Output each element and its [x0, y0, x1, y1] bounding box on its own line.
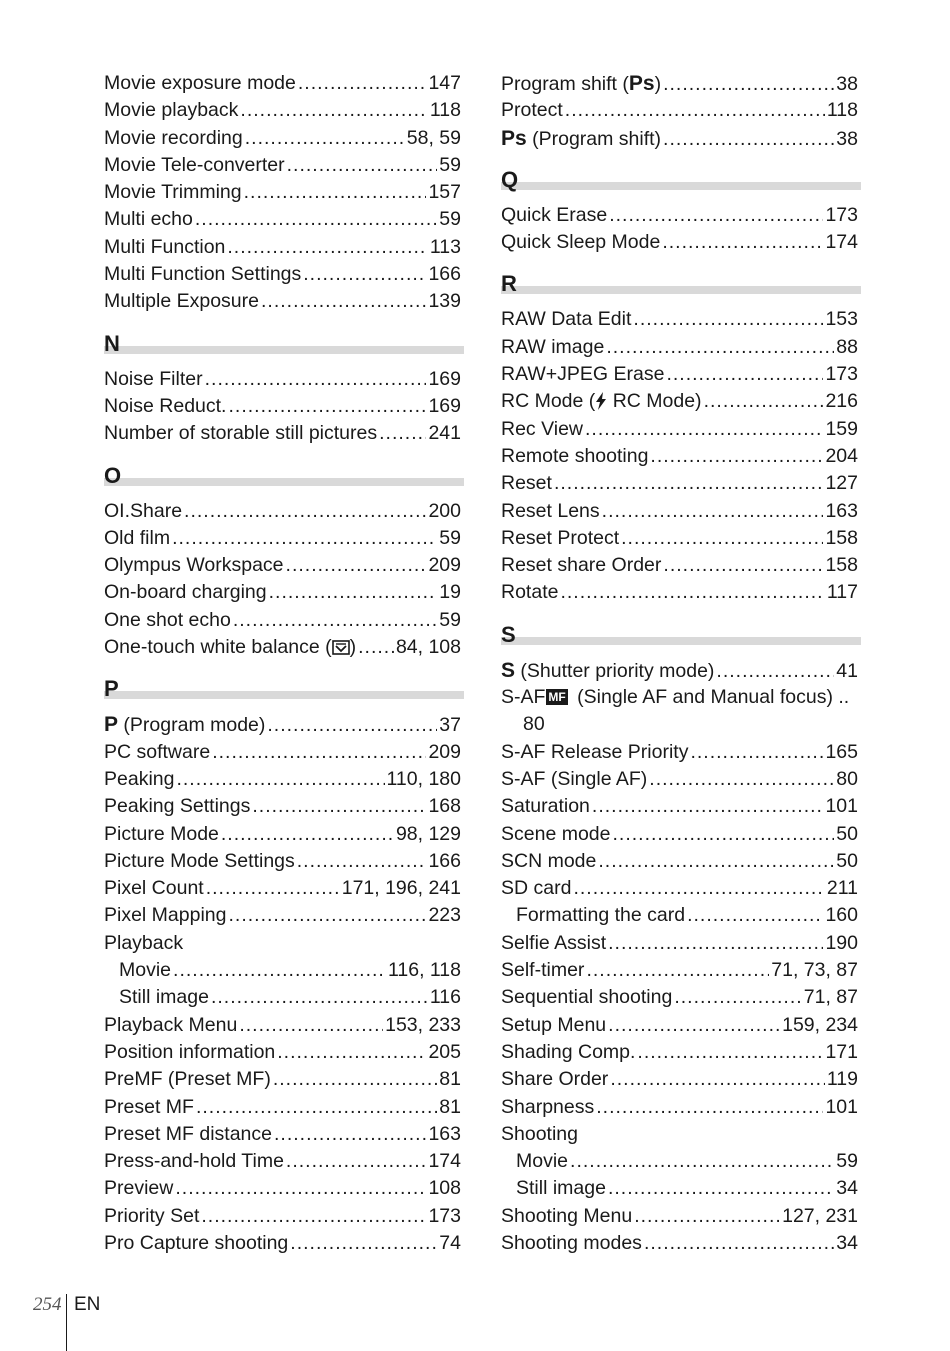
index-entry: Setup Menu ..... 159, 234 — [501, 1012, 858, 1039]
index-entry: S (Shutter priority mode) ..... 41 — [501, 657, 858, 684]
page-ref: 116, 118 — [387, 959, 461, 982]
section-header-o: O — [104, 462, 461, 492]
page-ref: 116 — [429, 986, 461, 1009]
page-ref: 204 — [825, 444, 858, 467]
page-ref: 108 — [428, 1177, 461, 1200]
page-ref: 159, 234 — [782, 1013, 858, 1036]
program-shift-glyph: Ps — [501, 126, 527, 150]
index-entry: Playback Menu ..... 153, 233 — [104, 1012, 461, 1039]
index-entry: Movie Trimming ..... 157 — [104, 179, 461, 206]
page-ref: 165 — [825, 740, 858, 763]
index-entry: S-AF (Single AF) ..... 80 — [501, 766, 858, 793]
page-ref: 171 — [825, 1040, 858, 1063]
page-footer — [33, 1294, 101, 1316]
index-entry: Old film ..... 59 — [104, 525, 461, 552]
section-rule — [501, 286, 861, 294]
section-rule — [104, 691, 464, 699]
page-ref: 171, 196, 241 — [341, 877, 461, 900]
page-ref: 166 — [428, 263, 461, 286]
language-code: EN — [74, 1294, 101, 1315]
page-ref: 158 — [825, 554, 858, 577]
page-ref: 216 — [825, 390, 858, 413]
index-entry: Multi Function Settings ..... 166 — [104, 261, 461, 288]
page-ref: 37 — [439, 714, 461, 737]
index-entry: Pixel Mapping ..... 223 — [104, 902, 461, 929]
section-rule — [104, 478, 464, 486]
one-touch-wb-icon — [332, 639, 350, 655]
index-entry: Shading Comp. ..... 171 — [501, 1039, 858, 1066]
index-entry: Priority Set ..... 173 — [104, 1203, 461, 1230]
page-ref: 71, 73, 87 — [771, 959, 858, 982]
index-subentry: Movie ..... 116, 118 — [104, 957, 461, 984]
page-ref: 41 — [836, 659, 858, 682]
section-header-p: P — [104, 675, 461, 705]
page-ref: 174 — [428, 1150, 461, 1173]
index-entry: Self-timer ..... 71, 73, 87 — [501, 957, 858, 984]
page-ref: 50 — [836, 822, 858, 845]
page-ref: 38 — [836, 73, 858, 95]
mf-icon: MF — [548, 690, 566, 705]
index-entry: Saturation ..... 101 — [501, 793, 858, 820]
page-ref: 50 — [836, 849, 858, 872]
page-ref: 101 — [825, 795, 858, 818]
index-entry: Picture Mode ..... 98, 129 — [104, 821, 461, 848]
index-column-right — [501, 70, 858, 1257]
index-entry: Reset Protect ..... 158 — [501, 525, 858, 552]
index-entry: Rotate ..... 117 — [501, 579, 858, 606]
index-entry: Selfie Assist ..... 190 — [501, 930, 858, 957]
index-entry: Pro Capture shooting ..... 74 — [104, 1230, 461, 1257]
index-entry: Peaking Settings ..... 168 — [104, 793, 461, 820]
page-ref: 74 — [439, 1231, 461, 1254]
index-entry: On-board charging ..... 19 — [104, 579, 461, 606]
shutter-priority-glyph: S — [501, 658, 516, 682]
page-ref: 34 — [836, 1177, 858, 1200]
page-ref: 119 — [826, 1068, 858, 1091]
index-entry: Multiple Exposure ..... 139 — [104, 288, 461, 315]
index-entry: Preset MF ..... 81 — [104, 1094, 461, 1121]
index-entry: Quick Sleep Mode ..... 174 — [501, 229, 858, 256]
index-entry: Noise Reduct. ..... 169 — [104, 393, 461, 420]
page-ref: 166 — [428, 849, 461, 872]
section-rule — [501, 182, 861, 190]
index-entry: RC Mode ( RC Mode) ..... 216 — [501, 388, 858, 415]
index-entry: Olympus Workspace ..... 209 — [104, 552, 461, 579]
page-ref: 153 — [825, 308, 858, 331]
index-entry: One shot echo ..... 59 — [104, 607, 461, 634]
index-column-left — [104, 70, 461, 1257]
page-ref: 59 — [836, 1150, 858, 1173]
index-entry: Ps (Program shift) ..... 38 — [501, 125, 858, 152]
index-entry: Movie exposure mode ..... 147 — [104, 70, 461, 97]
page-ref: 81 — [439, 1068, 461, 1091]
page-ref: 38 — [836, 127, 858, 150]
page-ref: 200 — [428, 499, 461, 522]
page-ref: 58, 59 — [406, 126, 461, 149]
index-entry: Movie playback ..... 118 — [104, 97, 461, 124]
page-ref: 118 — [429, 99, 461, 122]
index-entry: Press-and-hold Time ..... 174 — [104, 1148, 461, 1175]
index-entry: Sharpness ..... 101 — [501, 1094, 858, 1121]
index-entry: Multi Function ..... 113 — [104, 234, 461, 261]
section-rule — [501, 637, 861, 645]
page-ref: 157 — [428, 181, 461, 204]
page-ref: 117 — [826, 581, 858, 604]
index-entry: One-touch white balance ( ) ..... 84, 108 — [104, 634, 461, 661]
page-ref: 209 — [428, 554, 461, 577]
index-entry: PC software ..... 209 — [104, 739, 461, 766]
page-ref: 84, 108 — [395, 636, 461, 659]
section-header-n: N — [104, 330, 461, 360]
page-ref: 147 — [428, 72, 461, 94]
index-entry: Reset share Order ..... 158 — [501, 552, 858, 579]
index-subentry: Formatting the card ..... 160 — [501, 902, 858, 929]
index-entry: Movie recording ..... 58, 59 — [104, 125, 461, 152]
page-ref: 118 — [826, 99, 858, 122]
page-ref: 113 — [429, 235, 461, 258]
section-header-q: Q — [501, 166, 858, 196]
page-ref: 81 — [439, 1095, 461, 1118]
index-entry: Number of storable still pictures ..... 241 — [104, 420, 461, 447]
index-entry: Pixel Count ..... 171, 196, 241 — [104, 875, 461, 902]
page-ref: 98, 129 — [395, 822, 461, 845]
flash-icon — [595, 392, 607, 410]
index-subentry: Movie ..... 59 — [501, 1148, 858, 1175]
page-ref: 173 — [825, 363, 858, 386]
index-entry: Reset Lens ..... 163 — [501, 498, 858, 525]
page-ref: 127, 231 — [782, 1204, 858, 1227]
page-ref: 88 — [836, 335, 858, 358]
page-ref: 101 — [825, 1095, 858, 1118]
index-entry: RAW+JPEG Erase ..... 173 — [501, 361, 858, 388]
index-entry: Rec View ..... 159 — [501, 416, 858, 443]
section-rule — [104, 346, 464, 354]
page-ref: 169 — [428, 394, 461, 417]
index-entry: Picture Mode Settings ..... 166 — [104, 848, 461, 875]
index-entry: OI.Share ..... 200 — [104, 498, 461, 525]
section-header-s: S — [501, 621, 858, 651]
page-ref: 80 — [836, 767, 858, 790]
page-ref: 190 — [825, 931, 858, 954]
index-entry: Movie Tele-converter ..... 59 — [104, 152, 461, 179]
index-entry: Program shift (Ps) ..... 38 — [501, 70, 858, 97]
page-ref: 223 — [428, 904, 461, 927]
index-entry: Playback — [104, 931, 184, 954]
index-entry: Noise Filter ..... 169 — [104, 366, 461, 393]
index-entry: Share Order ..... 119 — [501, 1066, 858, 1093]
index-entry: Preset MF distance ..... 163 — [104, 1121, 461, 1148]
index-entry: P (Program mode) ..... 37 — [104, 711, 461, 738]
index-subentry: Still image ..... 116 — [104, 984, 461, 1011]
page-ref: 169 — [428, 367, 461, 390]
index-entry: Reset ..... 127 — [501, 470, 858, 497]
index-entry: Preview ..... 108 — [104, 1175, 461, 1202]
footer-divider — [66, 1294, 67, 1351]
page-ref: 173 — [825, 203, 858, 226]
page-number: 254 — [33, 1294, 62, 1315]
index-entry: Position information ..... 205 — [104, 1039, 461, 1066]
page-ref: 110, 180 — [386, 767, 461, 790]
program-mode-glyph: P — [104, 713, 119, 737]
index-entry: S-AF MF (Single AF and Manual focus) .. — [501, 686, 850, 709]
index-entry: Shooting Menu ..... 127, 231 — [501, 1203, 858, 1230]
page-ref: 19 — [439, 581, 461, 604]
index-entry: S-AF Release Priority ..... 165 — [501, 739, 858, 766]
index-entry: RAW image ..... 88 — [501, 334, 858, 361]
index-entry: Quick Erase ..... 173 — [501, 202, 858, 229]
page-ref: 163 — [825, 499, 858, 522]
index-subentry: Still image ..... 34 — [501, 1175, 858, 1202]
page-ref: 158 — [825, 526, 858, 549]
index-entry-continued: 80 — [523, 713, 545, 736]
page-ref: 209 — [428, 740, 461, 763]
page-ref: 160 — [825, 904, 858, 927]
page-ref: 34 — [836, 1231, 858, 1254]
page-ref: 59 — [439, 208, 461, 231]
index-entry: Shooting modes ..... 34 — [501, 1230, 858, 1257]
index-entry: Remote shooting ..... 204 — [501, 443, 858, 470]
index-entry: SCN mode ..... 50 — [501, 848, 858, 875]
index-entry: RAW Data Edit ..... 153 — [501, 306, 858, 333]
index-entry: Shooting — [501, 1122, 578, 1145]
index-entry: Protect ..... 118 — [501, 97, 858, 124]
page-ref: 205 — [428, 1040, 461, 1063]
program-shift-glyph: Ps — [628, 72, 655, 95]
page-ref: 241 — [428, 422, 461, 445]
page-ref: 139 — [428, 290, 461, 313]
index-entry: Scene mode ..... 50 — [501, 821, 858, 848]
index-entry: Multi echo ..... 59 — [104, 206, 461, 233]
page-ref: 211 — [826, 877, 858, 900]
section-header-r: R — [501, 270, 858, 300]
page-ref: 168 — [428, 795, 461, 818]
index-entry: PreMF (Preset MF) ..... 81 — [104, 1066, 461, 1093]
page-ref: 153, 233 — [385, 1013, 461, 1036]
page-ref: 59 — [439, 526, 461, 549]
page-ref: 163 — [428, 1122, 461, 1145]
page-ref: 59 — [439, 608, 461, 631]
page-ref: 127 — [825, 472, 858, 495]
page-ref: 71, 87 — [803, 986, 858, 1009]
index-entry: Peaking ..... 110, 180 — [104, 766, 461, 793]
page-ref: 173 — [428, 1204, 461, 1227]
page-ref: 159 — [825, 417, 858, 440]
page-ref: 59 — [439, 153, 461, 176]
index-entry: Sequential shooting ..... 71, 87 — [501, 984, 858, 1011]
index-entry: SD card ..... 211 — [501, 875, 858, 902]
page-ref: 174 — [825, 231, 858, 254]
